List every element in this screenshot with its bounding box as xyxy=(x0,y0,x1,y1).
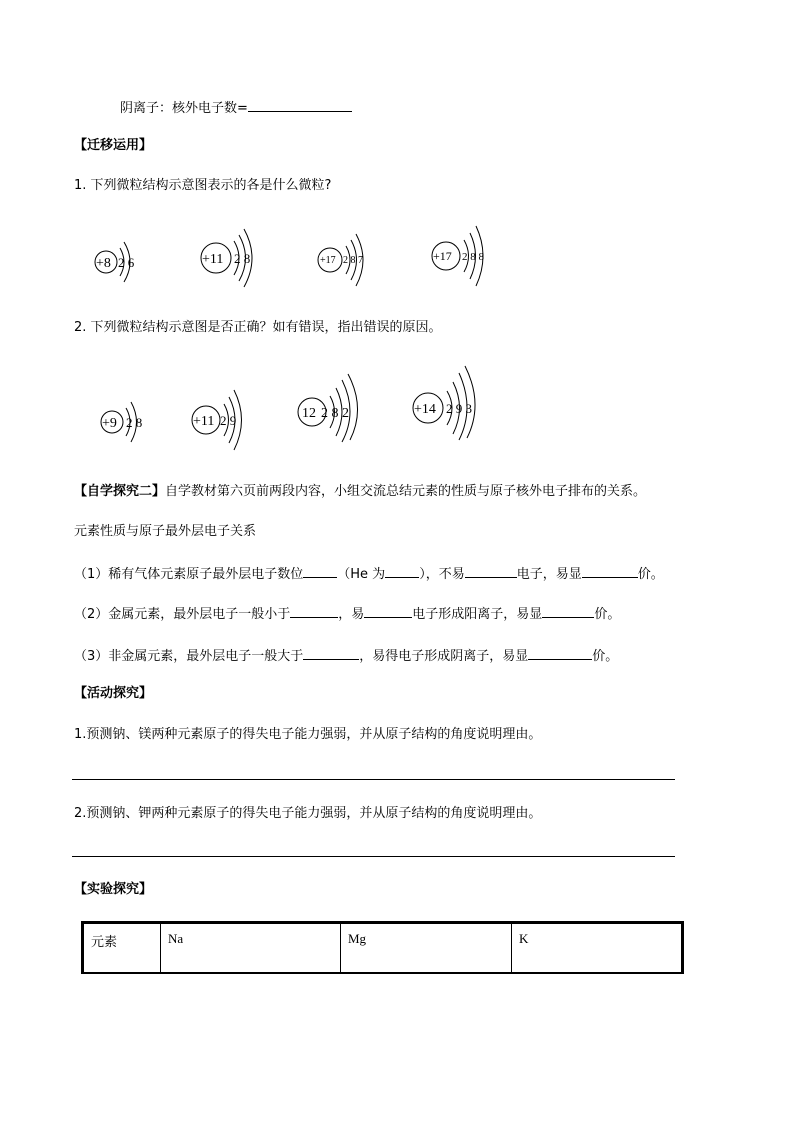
blank-2-1[interactable] xyxy=(290,604,338,618)
blank-2-2[interactable] xyxy=(364,604,412,618)
shell-label: 2 8 2 xyxy=(321,406,349,421)
table-row xyxy=(83,923,683,974)
answer-line-1[interactable] xyxy=(72,779,675,780)
atom-diagram-8 xyxy=(410,364,500,440)
answer-line-2[interactable] xyxy=(72,856,675,857)
shell-label: 2 9 3 xyxy=(446,401,472,416)
nucleus-label: 12 xyxy=(302,406,316,421)
shell-label: 2 8 xyxy=(126,415,143,430)
fill-item-3: （3）非金属元素，最外层电子一般大于 ，易得电子形成阴离子，易显 价。 xyxy=(74,646,618,665)
anion-line xyxy=(120,98,352,117)
table-cell-na[interactable]: Na xyxy=(161,923,341,974)
atom-diagram-2 xyxy=(198,224,278,294)
atom-diagram-4 xyxy=(430,222,510,292)
section-self-study: 【自学探究二】 xyxy=(74,484,166,499)
shell-label: 2 8 8 xyxy=(462,251,484,263)
table-cell-mg[interactable]: Mg xyxy=(341,923,512,974)
fill-item-2: （2）金属元素，最外层电子一般小于 ，易 电子形成阳离子，易显 价。 xyxy=(74,604,620,623)
atom-diagram-3 xyxy=(316,228,396,294)
question-1: 1. 下列微粒结构示意图表示的各是什么微粒? xyxy=(74,178,332,193)
atom-diagram-7 xyxy=(296,372,380,442)
blank-1-3[interactable] xyxy=(465,564,517,578)
anion-label: 阴离子：核外电子数= xyxy=(120,101,248,116)
section-transfer: 【迁移运用】 xyxy=(74,138,153,153)
blank-3-2[interactable] xyxy=(528,646,592,660)
nucleus-label: +11 xyxy=(202,252,224,267)
section-activity: 【活动探究】 xyxy=(74,686,153,701)
table-cell-element: 元素 xyxy=(83,923,161,974)
anion-blank[interactable] xyxy=(248,98,352,112)
shell-label: 2 9 xyxy=(220,413,237,428)
fill-item-1: （1）稀有气体元素原子最外层电子数位 （He 为 ），不易 电子，易显 价。 xyxy=(74,564,664,583)
nucleus-label: +17 xyxy=(433,249,452,263)
blank-1-4[interactable] xyxy=(582,564,638,578)
table-cell-k[interactable]: K xyxy=(512,923,683,974)
section-experiment: 【实验探究】 xyxy=(74,882,153,897)
activity-question-1: 1.预测钠、镁两种元素原子的得失电子能力强弱，并从原子结构的角度说明理由。 xyxy=(74,727,542,742)
atom-diagram-5 xyxy=(100,392,164,454)
atom-diagram-1 xyxy=(94,230,158,294)
nucleus-label: +14 xyxy=(414,402,436,417)
activity-question-2: 2.预测钠、钾两种元素原子的得失电子能力强弱，并从原子结构的角度说明理由。 xyxy=(74,806,542,821)
experiment-table xyxy=(81,921,684,974)
nucleus-label: +17 xyxy=(320,255,336,266)
atom-diagram-6 xyxy=(190,384,266,454)
blank-1-1[interactable] xyxy=(303,564,337,578)
shell-label: 2 6 xyxy=(118,255,135,270)
nucleus-label: +9 xyxy=(102,416,117,431)
blank-1-2[interactable] xyxy=(385,564,419,578)
self-study-text: 自学教材第六页前两段内容，小组交流总结元素的性质与原子核外电子排布的关系。 xyxy=(165,484,647,499)
blank-2-3[interactable] xyxy=(542,604,594,618)
relation-title: 元素性质与原子最外层电子关系 xyxy=(74,524,257,539)
question-2: 2. 下列微粒结构示意图是否正确？如有错误，指出错误的原因。 xyxy=(74,320,442,335)
nucleus-label: +11 xyxy=(193,414,215,429)
shell-label: 2 8 7 xyxy=(343,255,363,266)
nucleus-label: +8 xyxy=(96,256,111,271)
self-study-line xyxy=(74,484,646,500)
shell-label: 2 8 xyxy=(234,251,251,266)
blank-3-1[interactable] xyxy=(303,646,359,660)
